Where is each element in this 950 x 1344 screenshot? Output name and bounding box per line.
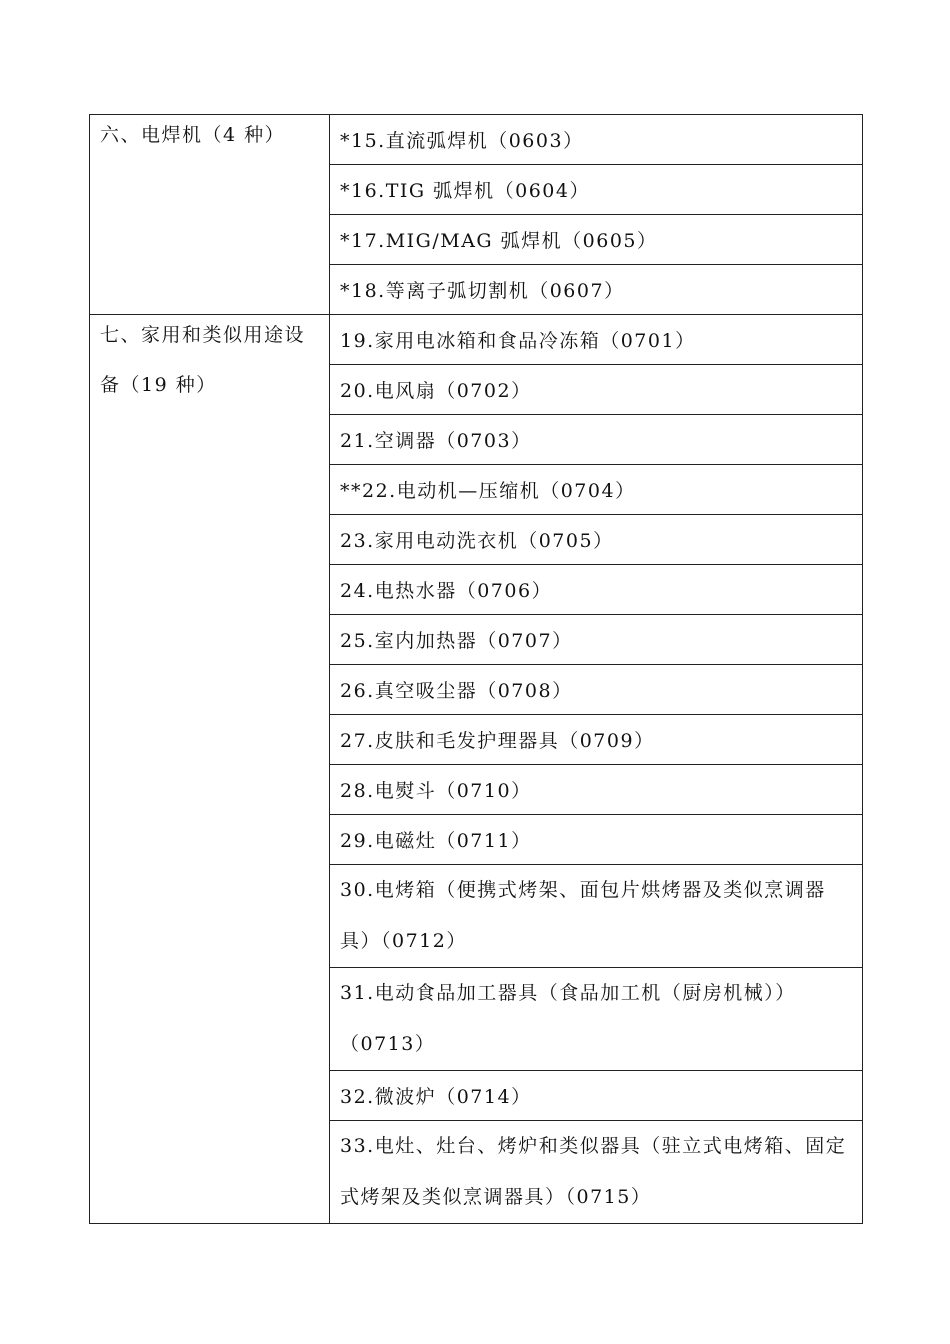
item-cell: *18.等离子弧切割机（0607） [330, 265, 863, 315]
item-cell: 23.家用电动洗衣机（0705） [330, 515, 863, 565]
table-row [90, 315, 863, 365]
category-label: 六、电焊机（4 种） [100, 124, 286, 146]
item-cell: **22.电动机—压缩机（0704） [330, 465, 863, 515]
item-cell: *15.直流弧焊机（0603） [330, 115, 863, 165]
item-cell: 33.电灶、灶台、烤炉和类似器具（驻立式电烤箱、固定式烤架及类似烹调器具）（0715） [330, 1121, 863, 1224]
category-cell [90, 315, 330, 1224]
item-cell: 31.电动食品加工器具（食品加工机（厨房机械））（0713） [330, 968, 863, 1071]
item-cell: 29.电磁灶（0711） [330, 815, 863, 865]
item-cell: 28.电熨斗（0710） [330, 765, 863, 815]
category-label: 七、家用和类似用途设备（19 种） [100, 324, 306, 396]
item-cell: 21.空调器（0703） [330, 415, 863, 465]
category-cell [90, 115, 330, 315]
item-cell: *17.MIG/MAG 弧焊机（0605） [330, 215, 863, 265]
product-catalog-table [89, 114, 863, 1224]
item-cell: 24.电热水器（0706） [330, 565, 863, 615]
item-cell: 26.真空吸尘器（0708） [330, 665, 863, 715]
item-cell: 25.室内加热器（0707） [330, 615, 863, 665]
item-cell: 30.电烤箱（便携式烤架、面包片烘烤器及类似烹调器具）（0712） [330, 865, 863, 968]
item-cell: 27.皮肤和毛发护理器具（0709） [330, 715, 863, 765]
item-cell: 20.电风扇（0702） [330, 365, 863, 415]
item-cell: 32.微波炉（0714） [330, 1071, 863, 1121]
table-row [90, 115, 863, 165]
item-cell: *16.TIG 弧焊机（0604） [330, 165, 863, 215]
item-cell: 19.家用电冰箱和食品冷冻箱（0701） [330, 315, 863, 365]
